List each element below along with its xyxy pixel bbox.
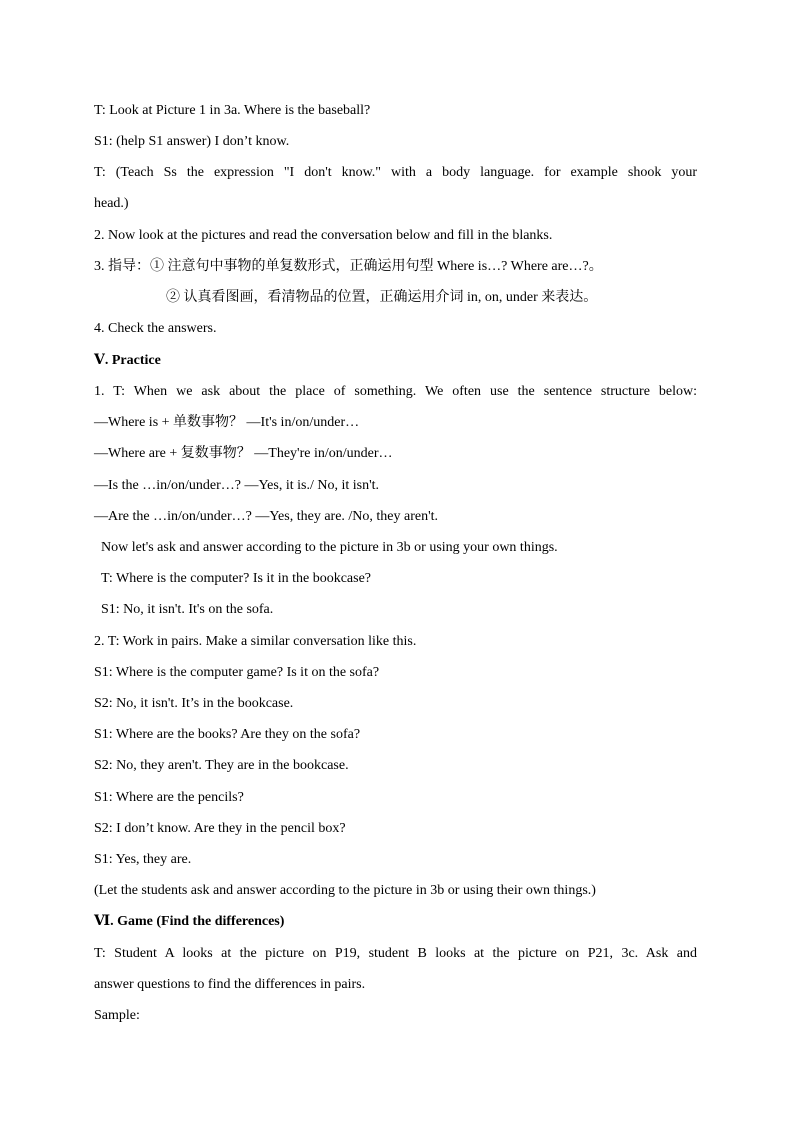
text-line: (Let the students ask and answer according to the picture in 3b or using their own things.): [94, 883, 596, 898]
text-line: S2: No, they aren't. They are in the bookcase.: [94, 758, 349, 773]
text-line: S1: Where are the pencils?: [94, 790, 244, 805]
text-line: S2: I don’t know. Are they in the pencil box?: [94, 821, 346, 836]
text-line: T: (Teach Ss the expression "I don't know." with a body language. for example shook your: [94, 165, 697, 180]
text-line: T: Where is the computer? Is it in the bookcase?: [101, 571, 372, 586]
text-line: ② 认真看图画，看清物品的位置，正确运用介词 in, on, under 来表达。: [166, 290, 598, 305]
text-line: 4. Check the answers.: [94, 321, 217, 336]
text-line: —Are the …in/on/under…? —Yes, they are. /No, they aren't.: [94, 509, 439, 524]
text-line: 2. Now look at the pictures and read the conversation below and fill in the blanks.: [94, 228, 553, 243]
text-line: 3. 指导：① 注意句中事物的单复数形式，正确运用句型 Where is…? Where are…?。: [94, 259, 603, 274]
text-line: —Where are + 复数事物？ —They're in/on/under…: [94, 446, 393, 461]
text-line: S1: No, it isn't. It's on the sofa.: [101, 602, 274, 617]
text-line: Sample:: [94, 1008, 140, 1023]
text-line: S1: Where are the books? Are they on the sofa?: [94, 727, 361, 742]
section-heading: Ⅵ. Game (Find the differences): [94, 914, 285, 929]
section-heading: Ⅴ. Practice: [94, 353, 161, 368]
text-line: —Where is + 单数事物？ —It's in/on/under…: [94, 415, 360, 430]
text-line: T: Student A looks at the picture on P19, student B looks at the picture on P21, 3c. Ask and: [94, 946, 697, 961]
text-line: 2. T: Work in pairs. Make a similar conversation like this.: [94, 634, 417, 649]
text-line: head.): [94, 196, 129, 211]
text-line: S2: No, it isn't. It’s in the bookcase.: [94, 696, 294, 711]
text-line: Now let's ask and answer according to the picture in 3b or using your own things.: [101, 540, 558, 555]
text-line: S1: Where is the computer game? Is it on the sofa?: [94, 665, 380, 680]
text-line: —Is the …in/on/under…? —Yes, it is./ No, it isn't.: [94, 478, 379, 493]
text-line: answer questions to find the differences in pairs.: [94, 977, 366, 992]
text-line: S1: Yes, they are.: [94, 852, 192, 867]
text-line: S1: (help S1 answer) I don’t know.: [94, 134, 290, 149]
text-line: T: Look at Picture 1 in 3a. Where is the baseball?: [94, 103, 371, 118]
text-line: 1. T: When we ask about the place of something. We often use the sentence structure below:: [94, 384, 697, 399]
